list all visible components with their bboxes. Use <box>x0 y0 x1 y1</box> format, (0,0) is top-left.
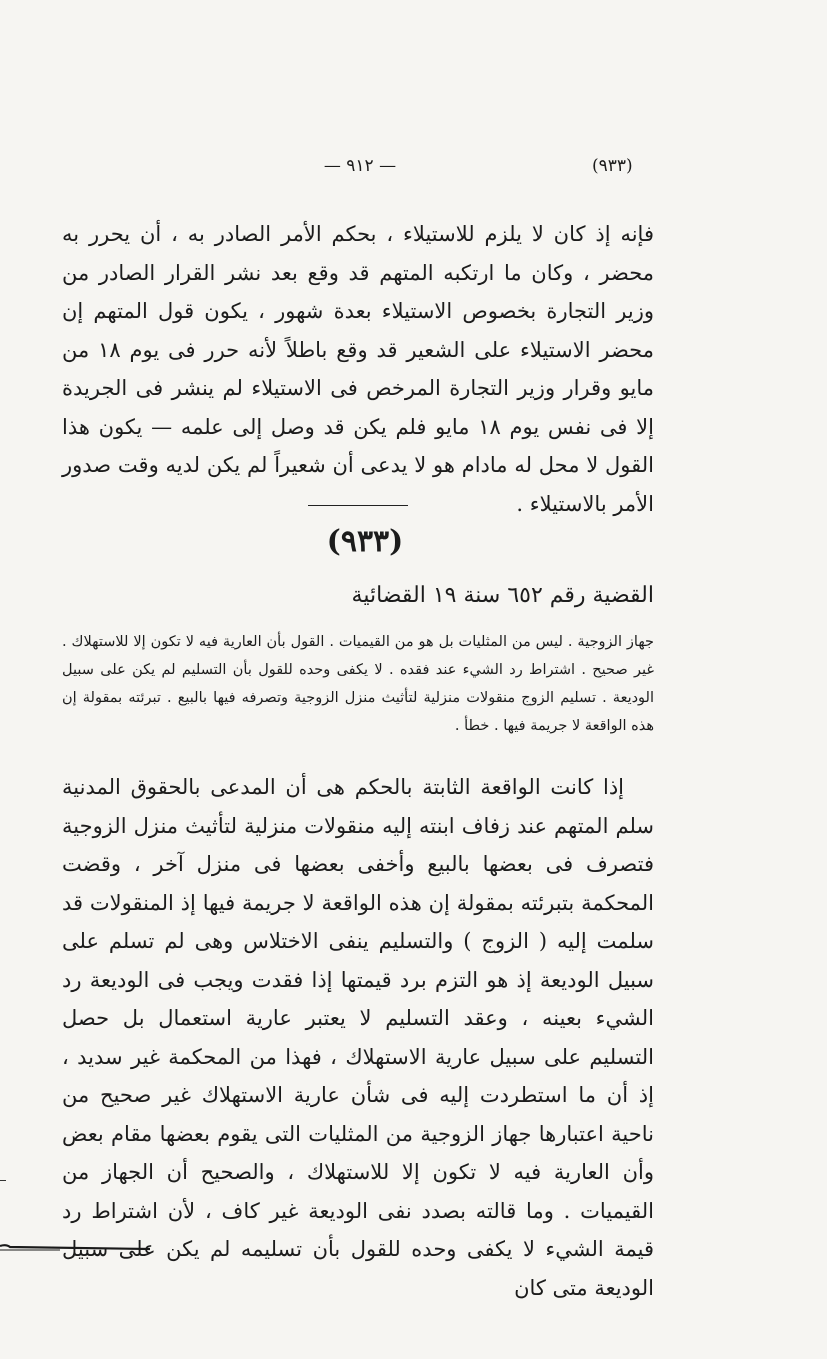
case-number-heading: (٩٣٣) <box>326 524 404 559</box>
section-divider <box>308 505 408 506</box>
page-number: — ٩١٢ — <box>323 156 397 176</box>
margin-mark <box>0 1180 6 1181</box>
header-case-reference: (٩٣٣) <box>592 156 633 176</box>
ruling-paragraph <box>62 768 654 1307</box>
ruling-paragraph-text: إذا كانت الواقعة الثابتة بالحكم هى أن المدعى بالحقوق المدنية سلم المتهم عند زفاف ابنته إليه منقولات منزلية لتأثيث منزل الزوجية فتصرف فى بعضها بالبيع وأخفى بعضها فى منزل آخر ، وقضت المحكمة بتبرئته بمقولة إن هذه الواقعة لا جريمة فيها إذ المنقولات قد سلمت إليه ( الزوج ) والتسليم ينفى الاختلاس وهى لم تسلم على سبيل الوديعة إذ هو التزم برد قيمتها إذا فقدت ويجب فى الوديعة رد الشيء بعينه ، وعقد التسليم لا يعتبر عارية استعمال بل حصل التسليم على سبيل عارية الاستهلاك ، فهذا من المحكمة غير سديد ، إذ أن ما استطردت إليه فى شأن عارية الاستهلاك غير صحيح من ناحية اعتبارها جهاز الزوجية من المثليات التى يقوم بعضها مقام بعض وأن العارية فيه لا تكون إلا للاستهلاك ، والصحيح أن الجهاز من القيميات . وما قالته بصدد نفى الوديعة غير كاف ، لأن اشتراط رد قيمة الشيء لا يكفى وحده للقول بأن تسليمه لم يكن على سبيل الوديعة متى كان <box>62 775 654 1300</box>
binding-edge-mark <box>0 1244 150 1252</box>
case-summary: جهاز الزوجية . ليس من المثليات بل هو من القيميات . القول بأن العارية فيه لا تكون إلا للاستهلاك . غير صحيح . اشتراط رد الشيء عند فقده . لا يكفى وحده للقول بأن التسليم لم يكن على سبيل الوديعة . تسليم الزوج منقولات منزلية لتأثيث منزل الزوجية وتصرفه فيها بالبيع . تبرئته بمقولة إن هذه الواقعة لا جريمة فيها . خطأ . <box>62 634 654 734</box>
continuation-paragraph: فإنه إذ كان لا يلزم للاستيلاء ، بحكم الأمر الصادر به ، أن يحرر به محضر ، وكان ما ارتكبه المتهم قد وقع بعد نشر القرار الصادر من وزير التجارة بخصوص الاستيلاء بعدة شهور ، يكون قول المتهم إن محضر الاستيلاء على الشعير قد وقع باطلاً لأنه حرر فى يوم ١٨ من مايو وقرار وزير التجارة المرخص فى الاستيلاء لم ينشر فى الجريدة إلا فى نفس يوم ١٨ مايو فلم يكن قد وصل إلى علمه — يكون هذا القول لا محل له مادام هو لا يدعى أن شعيراً لم يكن لديه وقت صدور الأمر بالاستيلاء . <box>62 222 654 516</box>
case-title: القضية رقم ٦٥٢ سنة ١٩ القضائية <box>351 583 654 608</box>
